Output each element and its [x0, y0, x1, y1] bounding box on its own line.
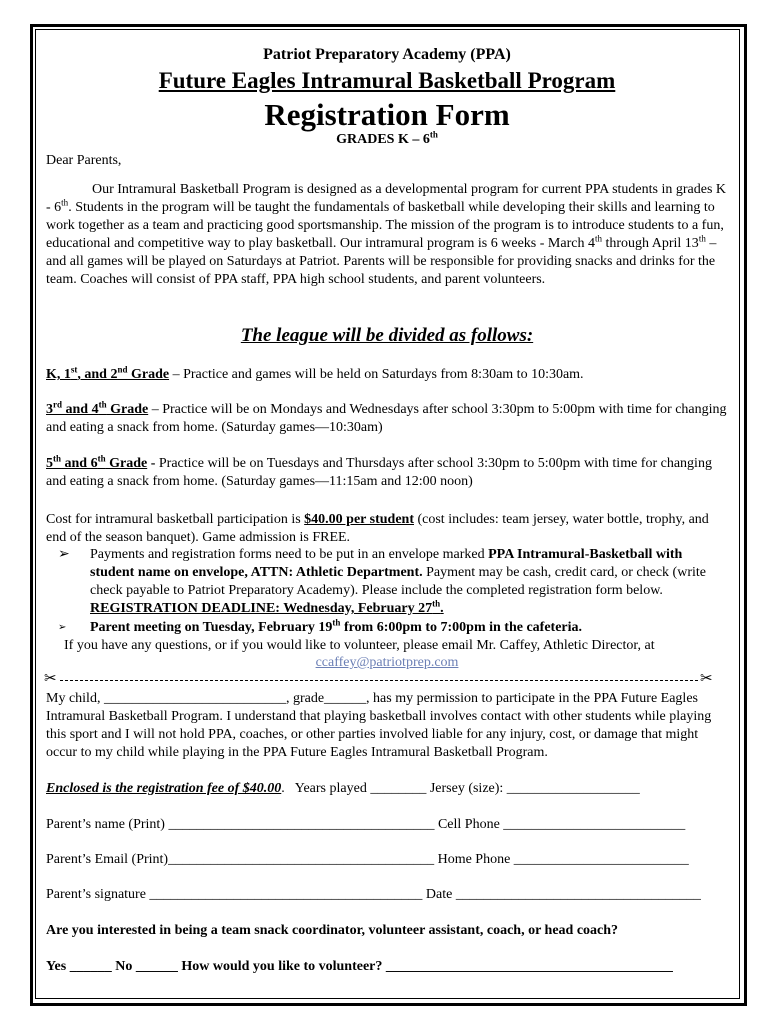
permission-paragraph: My child, __________________________, grade______, has my permission to participate in the PPA Future Eagles Intramural Basketball Program. I understand that playing basketball involves contact with other students while playing this sport and I will not hold PPA, coaches, or other parties involved liable for any injury, cost, or damage that might occur to my child while playing in the PPA Future Eagles Intramural Basketball Program. [46, 691, 712, 760]
grades-label: GRADES K – 6th [336, 129, 438, 147]
school-name: Patriot Preparatory Academy (PPA) [263, 46, 511, 63]
parent-signature-line[interactable]: Parent’s signature _______________________________________ Date ___________________________________ [46, 887, 701, 902]
volunteer-question: Are you interested in being a team snack coordinator, volunteer assistant, coach, or head coach? [46, 923, 619, 938]
arrow-bullet-icon: ➢ [58, 622, 67, 633]
volunteer-answer-line[interactable]: Yes ______ No ______ How would you like to volunteer? _________________________________________ [46, 959, 673, 974]
arrow-bullet-icon: ➢ [58, 547, 70, 562]
contact-email-link[interactable]: ccaffey@patriotprep.com [315, 655, 459, 670]
intro-paragraph: Our Intramural Basketball Program is designed as a developmental program for current PPA students in grades K - 6th. Students in the program will be taught the fundamentals of basketball while developing their skills and learning to work together as a team and practicing good sportsmanship. The mission of the program is to introduce students to a fun, educational and competitive way to play basketball. Our intramural program is 6 weeks - March 4th through April 13th – and all games will be played on Saturdays at Patriot. Parents will be responsible for providing snacks and drinks for the team. Coaches will consist of PPA staff, PPA high school students, and parent volunteers. [46, 182, 727, 287]
form-title: Registration Form [264, 97, 510, 132]
grade-group-5-6: 5th and 6th Grade - Practice will be on Tuesdays and Thursdays after school 3:30pm to 5:00pm with time for changing and eating a snack from home. (Saturday games—11:15am and 12:00 noon) [46, 453, 712, 489]
fee-line: Enclosed is the registration fee of $40.00. Years played ________ Jersey (size): ___________________ [46, 781, 640, 796]
league-heading: The league will be divided as follows: [240, 325, 534, 346]
cost-paragraph: Cost for intramural basketball participation is $40.00 per student (cost includes: team jersey, water bottle, trophy, and end of the season banquet). Game admission is FREE. [46, 512, 709, 545]
scissors-icon: ✂ [700, 671, 713, 687]
meeting-bullet: ➢ Parent meeting on Tuesday, February 19th from 6:00pm to 7:00pm in the cafeteria. [58, 617, 583, 635]
grade-group-k2: K, 1st, and 2nd Grade – Practice and games will be held on Saturdays from 8:30am to 10:30am. [46, 364, 584, 382]
parent-email-line[interactable]: Parent’s Email (Print)______________________________________ Home Phone _________________________ [46, 852, 689, 867]
contact-text: If you have any questions, or if you would like to volunteer, please email Mr. Caffey, Athletic Director, at [64, 638, 655, 653]
scissors-icon: ✂ [44, 671, 57, 687]
grade-group-3-4: 3rd and 4th Grade – Practice will be on Mondays and Wednesdays after school 3:30pm to 5:00pm with time for changing and eating a snack from home. (Saturday games—10:30am) [46, 399, 727, 435]
payment-bullet: ➢ Payments and registration forms need to be put in an envelope marked PPA Intramural-Basketball with student name on envelope, ATTN: Athletic Department. Payment may be cash, credit card, or check (write check payable to Patriot Preparatory Academy). Please include the completed registration form below. REGISTRATION DEADLINE: Wednesday, February 27th. [58, 547, 706, 616]
cut-line [60, 680, 698, 681]
program-title: Future Eagles Intramural Basketball Program [158, 68, 616, 93]
parent-name-line[interactable]: Parent’s name (Print) ______________________________________ Cell Phone __________________________ [46, 817, 686, 832]
greeting: Dear Parents, [46, 153, 122, 168]
